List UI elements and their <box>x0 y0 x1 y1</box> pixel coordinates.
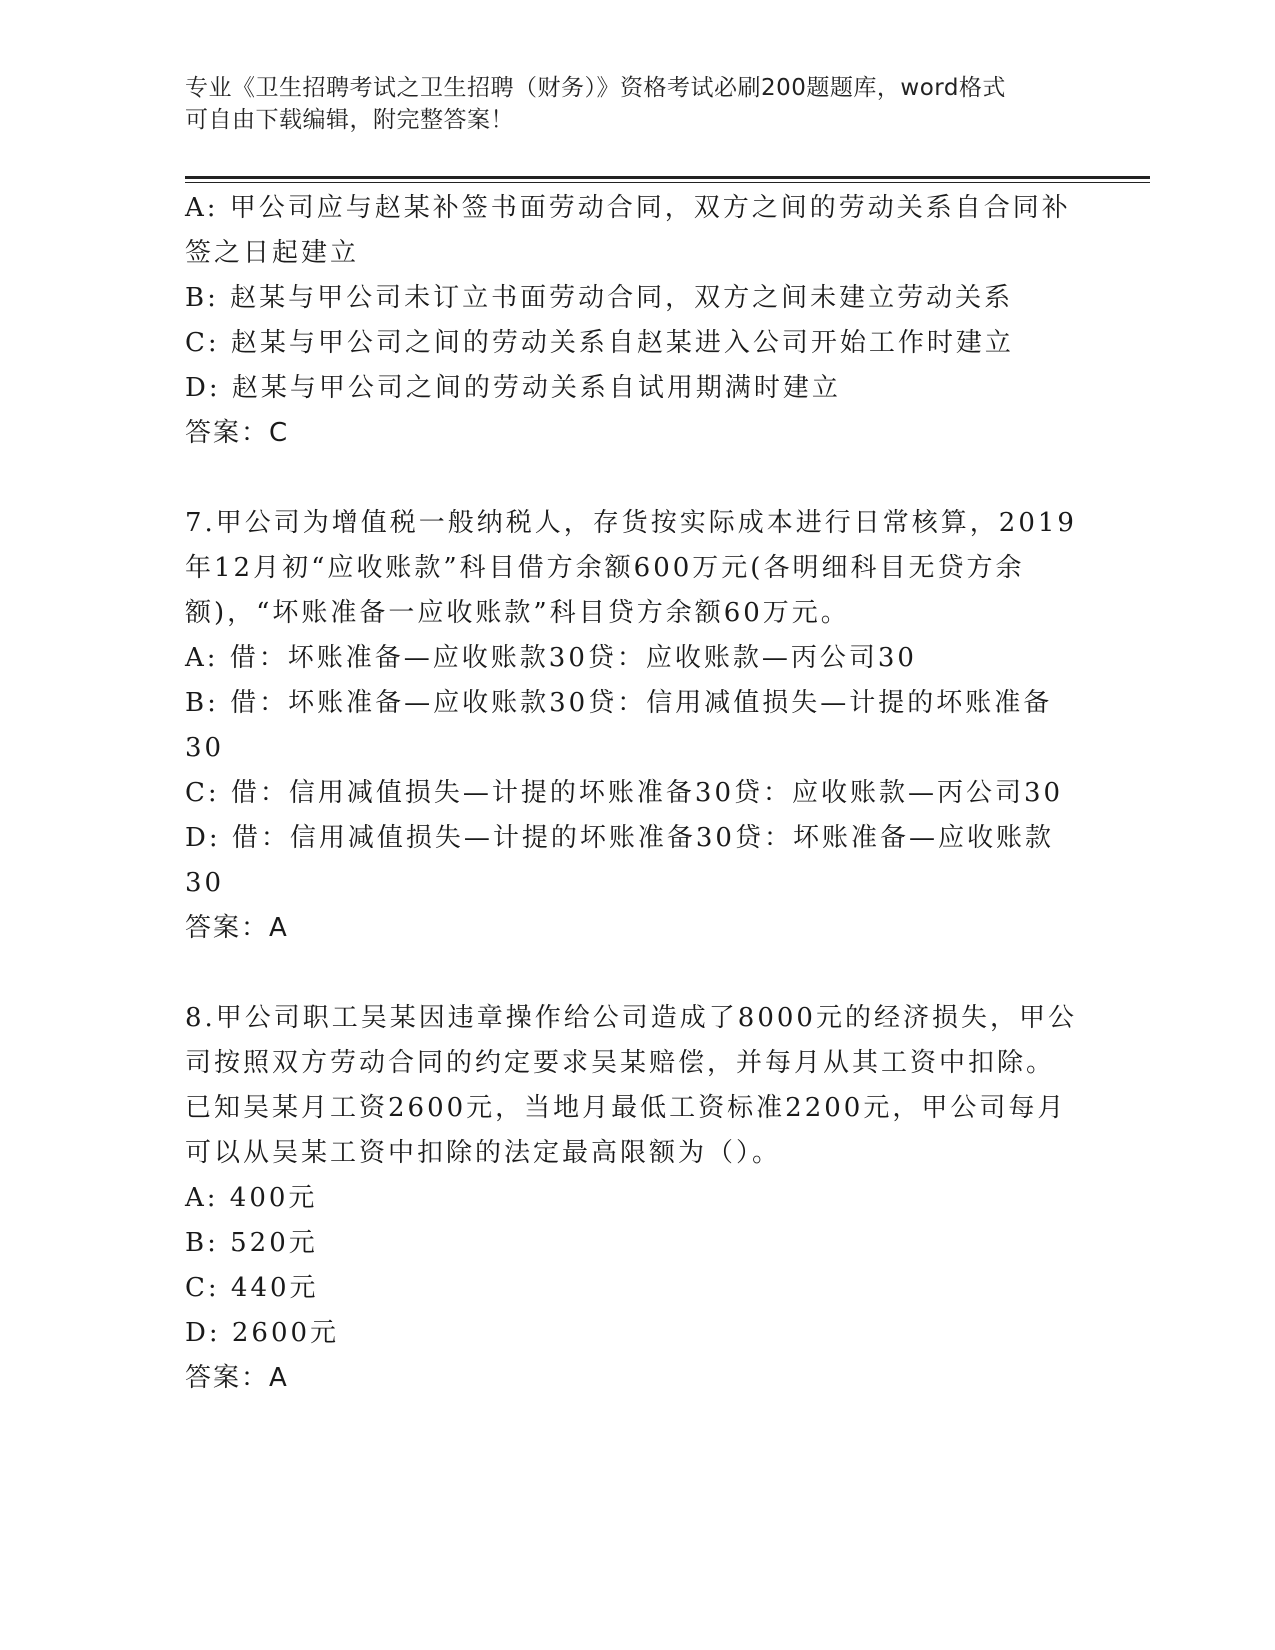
question-7-option-b-line-2: 30 <box>185 733 225 763</box>
question-8-option-b: B: 520元 <box>185 1228 318 1258</box>
header-title-line-2: 可自由下载编辑，附完整答案！ <box>185 107 514 133</box>
question-7-option-c: C: 借：信用减值损失—计提的坏账准备30贷：应收账款—丙公司30 <box>185 778 1064 808</box>
question-7-option-b-line-1: B: 借：坏账准备—应收账款30贷：信用减值损失—计提的坏账准备 <box>185 688 1053 718</box>
question-8-stem-line-4: 可以从吴某工资中扣除的法定最高限额为（）。 <box>185 1138 782 1168</box>
question-7-option-d-line-1: D: 借：信用减值损失—计提的坏账准备30贷：坏账准备—应收账款 <box>185 823 1054 853</box>
header-divider-thin <box>185 182 1150 183</box>
question-7-option-a: A: 借：坏账准备—应收账款30贷：应收账款—丙公司30 <box>185 643 917 673</box>
question-8-option-c: C: 440元 <box>185 1273 319 1303</box>
question-6-option-d: D: 赵某与甲公司之间的劳动关系自试用期满时建立 <box>185 373 841 403</box>
question-6-answer: 答案：C <box>185 418 290 448</box>
question-6-option-c: C: 赵某与甲公司之间的劳动关系自赵某进入公司开始工作时建立 <box>185 328 1014 358</box>
question-spacer <box>185 951 1085 996</box>
question-6-option-b: B: 赵某与甲公司未订立书面劳动合同，双方之间未建立劳动关系 <box>185 283 1014 313</box>
question-7-option-d-line-2: 30 <box>185 868 225 898</box>
question-8 <box>185 996 1085 1401</box>
question-6-option-a-line-1: A: 甲公司应与赵某补签书面劳动合同，双方之间的劳动关系自合同补 <box>185 193 1071 223</box>
question-7-stem-line-2: 年12月初“应收账款”科目借方余额600万元(各明细科目无贷方余 <box>185 553 1025 583</box>
page-header <box>185 72 1065 136</box>
header-divider-thick <box>185 176 1150 179</box>
question-8-stem-line-3: 已知吴某月工资2600元，当地月最低工资标准2200元，甲公司每月 <box>185 1093 1067 1123</box>
question-8-option-d: D: 2600元 <box>185 1318 340 1348</box>
question-8-stem-line-1: 8.甲公司职工吴某因违章操作给公司造成了8000元的经济损失，甲公 <box>185 1003 1077 1033</box>
question-8-answer: 答案：A <box>185 1363 289 1393</box>
question-spacer <box>185 456 1085 501</box>
question-7-stem-line-3: 额)，“坏账准备一应收账款”科目贷方余额60万元。 <box>185 598 850 628</box>
question-8-stem-line-2: 司按照双方劳动合同的约定要求吴某赔偿，并每月从其工资中扣除。 <box>185 1048 1056 1078</box>
question-7-stem-line-1: 7.甲公司为增值税一般纳税人，存货按实际成本进行日常核算，2019 <box>185 508 1077 538</box>
question-7 <box>185 501 1085 951</box>
question-6 <box>185 186 1085 456</box>
question-6-option-a-line-2: 签之日起建立 <box>185 238 360 268</box>
question-content <box>185 186 1085 1401</box>
question-8-option-a: A: 400元 <box>185 1183 318 1213</box>
header-title-line-1: 专业《卫生招聘考试之卫生招聘（财务）》资格考试必刷200题题库，word格式 <box>185 75 1006 101</box>
question-7-answer: 答案：A <box>185 913 289 943</box>
